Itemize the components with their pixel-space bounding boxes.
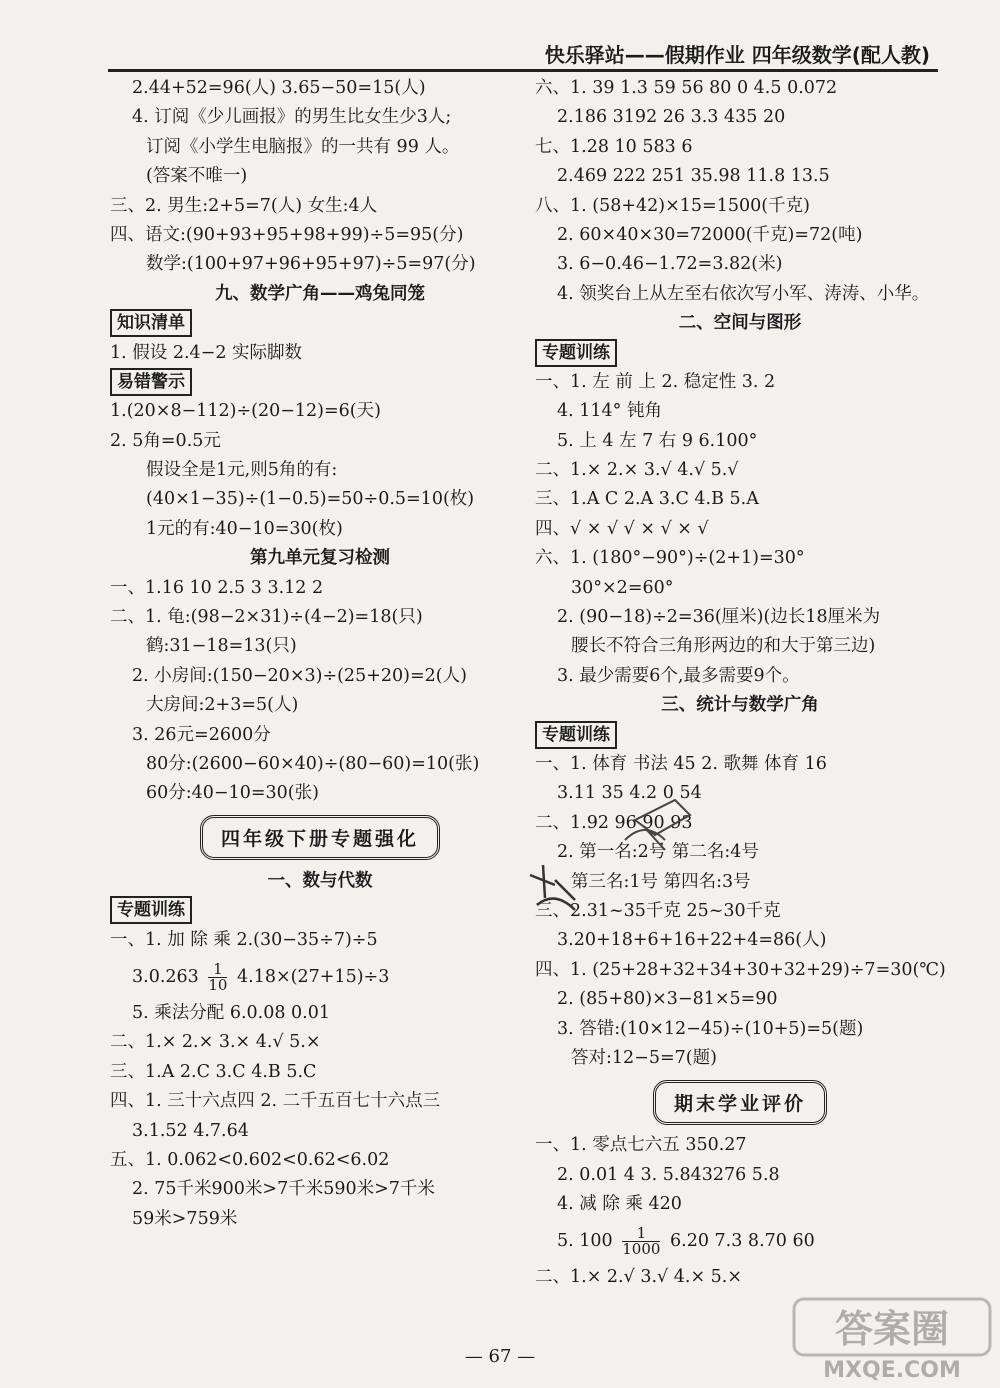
tag-label: 专题训练 (535, 721, 617, 749)
answer-line: 一、1. 体育 书法 45 2. 歌舞 体育 16 (535, 753, 827, 774)
answer-line: 答对:12−5=7(题) (571, 1047, 717, 1068)
section-tag (535, 339, 945, 368)
watermark-text-cn: 答案圈 (834, 1307, 950, 1351)
answer-line: 八、1. (58+42)×15=1500(千克) (535, 195, 810, 216)
answer-line: 59米>759米 (132, 1208, 238, 1229)
fraction (622, 1226, 660, 1257)
section-heading: 三、统计与数学广角 (661, 695, 819, 716)
answer-line: 腰长不符合三角形两边的和大于第三边) (571, 636, 876, 657)
answer-line: 四、1. (25+28+32+34+30+32+29)÷7=30(℃) (535, 959, 946, 980)
answer-line: 订阅《小学生电脑报》的一共有 99 人。 (146, 136, 460, 157)
answer-line: 2. 5角=0.5元 (110, 430, 221, 451)
answer-line: 六、1. 39 1.3 59 56 80 0 4.5 0.072 (535, 78, 838, 98)
tag-label: 专题训练 (110, 896, 192, 924)
answer-line: 鹤:31−18=13(只) (146, 636, 297, 657)
answer-line: 2.469 222 251 35.98 11.8 13.5 (557, 166, 830, 187)
answer-line: 1. 假设 2.4−2 实际脚数 (110, 342, 303, 363)
answer-line: 30°×2=60° (571, 577, 674, 598)
section-banner-left (110, 809, 530, 867)
answer-line: 3. 26元=2600分 (132, 724, 271, 745)
answer-line: 5. 上 4 左 7 右 9 6.100° (557, 430, 758, 451)
text-before-fraction: 3.0.263 (132, 966, 199, 987)
left-column (110, 74, 530, 1234)
answer-line: 二、1.× 2.√ 3.√ 4.× 5.× (535, 1267, 743, 1288)
text-before-fraction: 5. 100 (557, 1231, 613, 1252)
tag-label: 易错警示 (110, 368, 192, 396)
watermark-text-url: MXQE.COM (823, 1358, 961, 1382)
answer-line: 80分:(2600−60×40)÷(80−60)=10(张) (146, 753, 480, 774)
section-heading: 一、数与代数 (267, 870, 373, 891)
tag-label: 知识清单 (110, 309, 192, 337)
fraction-numerator: 1 (622, 1226, 660, 1242)
section-heading: 二、空间与图形 (678, 313, 802, 334)
answer-line: 3.20+18+6+16+22+4=86(人) (557, 930, 827, 951)
answer-line: (答案不唯一) (146, 166, 248, 187)
answer-line: 六、1. (180°−90°)÷(2+1)=30° (535, 548, 805, 569)
answer-line: 3.1.52 4.7.64 (132, 1120, 249, 1141)
section-heading: 九、数学广角——鸡兔同笼 (215, 283, 425, 304)
answer-line: 二、1.× 2.× 3.× 4.√ 5.× (110, 1032, 321, 1053)
answer-line: 三、1.A 2.C 3.C 4.B 5.C (110, 1061, 317, 1082)
answer-line: 三、2. 男生:2+5=7(人) 女生:4人 (110, 195, 378, 216)
answer-line: 二、1.92 96 90 93 (535, 812, 693, 833)
answer-line: 二、1.× 2.× 3.√ 4.√ 5.√ (535, 460, 739, 481)
answer-line: 四、语文:(90+93+95+98+99)÷5=95(分) (110, 224, 464, 245)
section-tag (110, 368, 530, 397)
answer-line: 3. 最少需要6个,最多需要9个。 (557, 665, 800, 686)
answer-line: 4. 114° 钝角 (557, 401, 662, 422)
answer-line: 5. 乘法分配 6.0.08 0.01 (132, 1002, 331, 1023)
answer-line: 1元的有:40−10=30(枚) (146, 518, 343, 539)
answer-line: 假设全是1元,则5角的有: (146, 460, 338, 481)
answer-line: 五、1. 0.062<0.602<0.62<6.02 (110, 1149, 390, 1170)
answer-line: 七、1.28 10 583 6 (535, 136, 693, 157)
tag-label: 专题训练 (535, 339, 617, 367)
fraction-denominator: 1000 (622, 1240, 661, 1259)
pencil-scribble (525, 780, 725, 920)
answer-line: 一、1.16 10 2.5 3 3.12 2 (110, 577, 324, 598)
answer-line: 2. 75千米900米>7千米590米>7千米 (132, 1179, 435, 1200)
answer-line: 60分:40−10=30(张) (146, 783, 319, 804)
section-banner-right (535, 1073, 945, 1131)
answer-line: 3. 答错:(10×12−45)÷(10+5)=5(题) (557, 1018, 864, 1039)
answer-line: 二、1. 龟:(98−2×31)÷(4−2)=18(只) (110, 607, 423, 628)
text-after-fraction: 6.20 7.3 8.70 60 (670, 1231, 815, 1252)
answer-line: 2. 60×40×30=72000(千克)=72(吨) (557, 224, 863, 245)
answer-line: 一、1. 左 前 上 2. 稳定性 3. 2 (535, 371, 776, 392)
answer-line: 2.44+52=96(人) 3.65−50=15(人) (132, 78, 426, 98)
answer-line: 大房间:2+3=5(人) (146, 695, 299, 716)
answer-line: 2.186 3192 26 3.3 435 20 (557, 107, 786, 128)
answer-line: 2. (85+80)×3−81×5=90 (557, 989, 778, 1010)
answer-line: 第三名:1号 第四名:3号 (571, 871, 751, 892)
section-tag (535, 721, 945, 750)
answer-line: 数学:(100+97+96+95+97)÷5=97(分) (146, 254, 476, 275)
fraction-line (110, 955, 530, 999)
answer-line: 一、1. 加 除 乘 2.(30−35÷7)÷5 (110, 929, 378, 950)
answer-line: 三、2.31~35千克 25~30千克 (535, 900, 781, 921)
answer-line: 4. 订阅《少儿画报》的男生比女生少3人; (132, 107, 452, 128)
page-number: — 67 — (464, 1346, 536, 1367)
answer-line: 3. 6−0.46−1.72=3.82(米) (557, 254, 783, 275)
fraction-numerator: 1 (208, 962, 227, 978)
watermark-logo (792, 1297, 992, 1382)
section-tag (110, 309, 530, 338)
answer-line: 2. 小房间:(150−20×3)÷(25+20)=2(人) (132, 665, 467, 686)
section-tag (110, 896, 530, 925)
fraction-denominator: 10 (208, 975, 228, 994)
answer-line: 2. 第一名:2号 第二名:4号 (557, 842, 759, 863)
banner-label: 四年级下册专题强化 (200, 815, 440, 860)
page-header: 快乐驿站——假期作业 四年级数学(配人教) (108, 40, 938, 72)
answer-line: 三、1.A C 2.A 3.C 4.B 5.A (535, 489, 759, 510)
answer-line: (40×1−35)÷(1−0.5)=50÷0.5=10(枚) (146, 489, 475, 510)
answer-line: 2. 0.01 4 3. 5.843276 5.8 (557, 1164, 780, 1185)
text-after-fraction: 4.18×(27+15)÷3 (237, 966, 390, 987)
answer-line: 一、1. 零点七六五 350.27 (535, 1135, 747, 1156)
fraction (208, 959, 228, 994)
answer-line: 四、1. 三十六点四 2. 二千五百七十六点三 (110, 1091, 441, 1112)
answer-line: 3.11 35 4.2 0 54 (557, 783, 702, 804)
answer-line: 4. 领奖台上从左至右依次写小军、涛涛、小华。 (557, 283, 930, 304)
banner-label: 期末学业评价 (653, 1080, 827, 1125)
fraction-line (535, 1219, 945, 1263)
section-heading: 第九单元复习检测 (250, 548, 390, 569)
answer-line: 2. (90−18)÷2=36(厘米)(边长18厘米为 (557, 607, 881, 628)
right-column (535, 74, 945, 1293)
answer-line: 4. 减 除 乘 420 (557, 1194, 682, 1215)
answer-line: 四、√ × √ √ × √ × √ (535, 518, 709, 539)
answer-line: 1.(20×8−112)÷(20−12)=6(天) (110, 401, 381, 422)
